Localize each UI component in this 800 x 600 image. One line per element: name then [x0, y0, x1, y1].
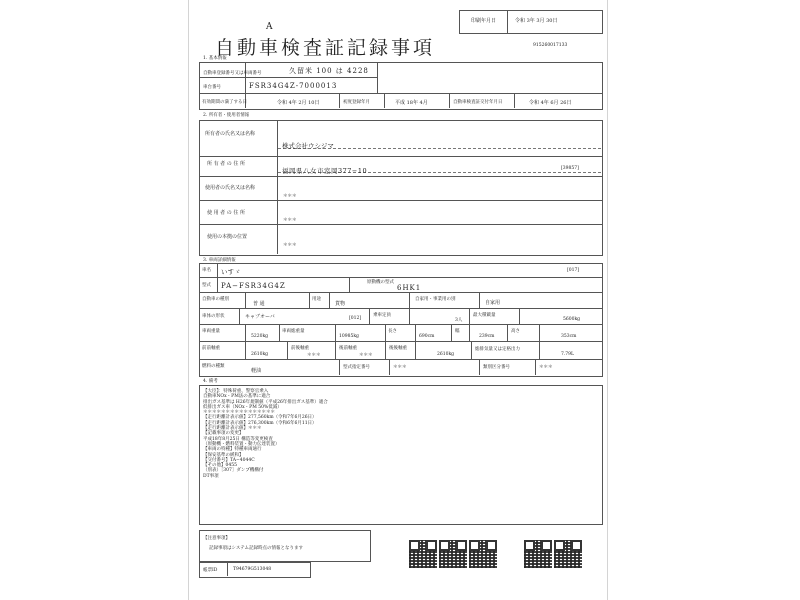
note-line: 排出ガス基準は H26年規制値（平成26年排出ガス基準）適合 — [203, 399, 328, 405]
rear-rear-axle-value: 2610kg — [437, 352, 455, 357]
fuel-value: 軽油 — [251, 368, 262, 374]
base-location-label: 使用の本拠の位置 — [207, 234, 248, 240]
user-address-value: ＊＊＊ — [283, 218, 297, 223]
rear-front-axle-label: 後前軸重 — [339, 346, 357, 351]
capacity-label: 乗車定員 — [373, 313, 391, 318]
type-number-value: ＊＊＊ — [393, 365, 407, 370]
use-label: 用途 — [312, 297, 321, 302]
issue-date-label: 印刷年月日 — [471, 18, 497, 24]
issue-date-value: 令和 3年 3月 30日 — [515, 18, 558, 24]
rear-rear-axle-label: 後後軸重 — [389, 346, 407, 351]
note-line: 【記載事項の変更】 — [203, 431, 244, 437]
displacement-value: 7.79L — [561, 352, 575, 357]
note-line: 【その他】0455 — [203, 463, 237, 469]
body-value: キャブオーバ — [245, 314, 275, 320]
width-label: 幅 — [455, 329, 460, 334]
front-rear-axle-value: ＊＊＊ — [307, 353, 321, 358]
type-number-label: 型式指定番号 — [343, 365, 370, 370]
engine-label: 原動機の型式 — [367, 280, 394, 285]
owner-name-value: 株式会社ウシジマ — [282, 142, 334, 150]
maker-value: いすゞ — [221, 268, 241, 276]
note-line: 【走行距離計表示値】＊＊＊ — [203, 426, 262, 432]
length-label: 長さ — [388, 329, 397, 334]
section-vehicle-heading: 3. 車両詳細情報 — [203, 258, 236, 263]
document-number: 915260017133 — [533, 43, 568, 48]
rear-front-axle-value: ＊＊＊ — [359, 353, 373, 358]
note-line: 【保安基準の緩和】 — [203, 452, 244, 458]
class-number-label: 類別区分番号 — [483, 365, 510, 370]
note-line: （別表）［307］ダンプ機構付 — [203, 468, 264, 474]
fuel-label: 燃料の種類 — [202, 364, 225, 369]
height-value: 353cm — [561, 334, 577, 339]
user-address-label: 使 用 者 の 住 所 — [207, 210, 245, 216]
issue-label: 自動車検査証交付年月日 — [453, 100, 503, 105]
front-front-axle-value: 2610kg — [251, 352, 269, 357]
record-id-value: T94679G513048 — [233, 567, 272, 572]
owner-table — [199, 120, 603, 256]
vehicle-weight-value: 5220kg — [251, 334, 269, 339]
note-line: 低排出ガス車（NOx・PM 50%低減） — [203, 404, 282, 410]
qr-code-1 — [409, 540, 437, 568]
note-line: 【走行距離計表示値】277,560km（令和7年6月26日） — [203, 415, 317, 421]
reg-number-label: 自動車登録番号又は車両番号 — [203, 71, 262, 76]
note-line: 【車両の特種】特種車両通行 — [203, 447, 262, 453]
engine-value: 6HK1 — [397, 284, 422, 292]
length-value: 690cm — [419, 334, 435, 339]
note-line: （原動機・燃料装置・動力伝達装置） — [203, 441, 280, 447]
model-value: PA−FSR34G4Z — [221, 282, 286, 290]
capacity-value: 3人 — [455, 318, 463, 323]
chassis-number-value: FSR34G4Z-7000013 — [249, 82, 338, 90]
qr-code-3 — [469, 540, 497, 568]
max-load-value: 5600kg — [563, 317, 581, 322]
footer-notes-text: 記録事項はシステム記録時点の情報となります — [209, 546, 304, 551]
section-notes-heading: 4. 備考 — [203, 379, 218, 384]
first-reg-value: 平成 18年 4月 — [395, 100, 428, 106]
owner-name-label: 所有者の氏名又は名称 — [205, 131, 256, 137]
displacement-label: 総排気量又は定格出力 — [475, 347, 520, 352]
base-location-value: ＊＊＊ — [283, 243, 297, 248]
owner-address-value: 福岡県八女市室岡377−10 — [282, 167, 368, 175]
height-label: 高さ — [511, 329, 520, 334]
record-id-label: 帳票ID — [203, 568, 218, 573]
gross-weight-value: 10985kg — [339, 334, 359, 339]
valid-until-label: 有効期間の満了する日 — [202, 100, 247, 105]
document-title: 自動車検査証記録事項 — [215, 37, 436, 59]
model-label: 型式 — [202, 283, 211, 288]
header-mark: A — [266, 22, 273, 32]
owner-address-label: 所 有 者 の 住 所 — [207, 161, 245, 167]
section-owner-heading: 2. 所有者・使用者情報 — [203, 113, 250, 118]
kind-value: 普 通 — [253, 301, 265, 307]
qr-code-2 — [439, 540, 467, 568]
maker-label: 車名 — [202, 268, 211, 273]
user-name-label: 使用者の氏名又は名称 — [205, 185, 256, 191]
note-line: 【交付番号】TA−4044C — [203, 457, 255, 463]
note-line: 【大臣】：特殊荷重、警察官乗入 — [203, 389, 269, 394]
issue-value: 令和 4年 6月 26日 — [529, 100, 572, 106]
note-line: 【走行距離計表示値】276,300km（令和6年6月11日） — [203, 420, 317, 426]
chassis-number-label: 車台番号 — [203, 85, 221, 90]
qr-code-4 — [524, 540, 552, 568]
note-line: 自動車NOx・PM法の基準に適合 — [203, 394, 271, 400]
section-basic-heading: 1. 基本情報 — [203, 56, 227, 61]
notes-list — [203, 389, 503, 479]
front-rear-axle-label: 前後軸重 — [291, 346, 309, 351]
gross-weight-label: 車両総重量 — [282, 329, 305, 334]
kind-label: 自動車の種別 — [202, 297, 229, 302]
front-front-axle-label: 前前軸重 — [202, 346, 220, 351]
note-line: 平成18年8月25日 構造等変更検査 — [203, 436, 273, 442]
vehicle-weight-label: 車両重量 — [202, 329, 220, 334]
max-load-label: 最大積載量 — [473, 313, 496, 318]
body-label: 車体の形状 — [202, 314, 225, 319]
width-value: 239cm — [479, 334, 495, 339]
maker-code: [017] — [567, 268, 580, 273]
class-number-value: ＊＊＊ — [539, 365, 553, 370]
private-value: 自家用 — [485, 300, 501, 306]
qr-code-5 — [554, 540, 582, 568]
owner-address-code: [39857] — [561, 166, 579, 171]
footer-notes-heading: 【注意事項】 — [203, 536, 230, 541]
use-value: 貨物 — [335, 301, 346, 307]
body-code: [012] — [349, 316, 362, 321]
reg-number-value: 久留米 100 は 4228 — [289, 67, 369, 75]
certificate-sheet — [188, 0, 608, 600]
note-line: ＊＊＊＊＊＊＊＊＊＊＊＊＊＊＊＊ — [203, 410, 275, 416]
first-reg-label: 初度登録年月 — [343, 100, 370, 105]
note-line: DT事項 — [203, 473, 219, 479]
private-label: 自家用・事業用の別 — [415, 297, 456, 302]
valid-until-value: 令和 4年 2月 10日 — [277, 100, 320, 106]
user-name-value: ＊＊＊ — [283, 194, 297, 199]
